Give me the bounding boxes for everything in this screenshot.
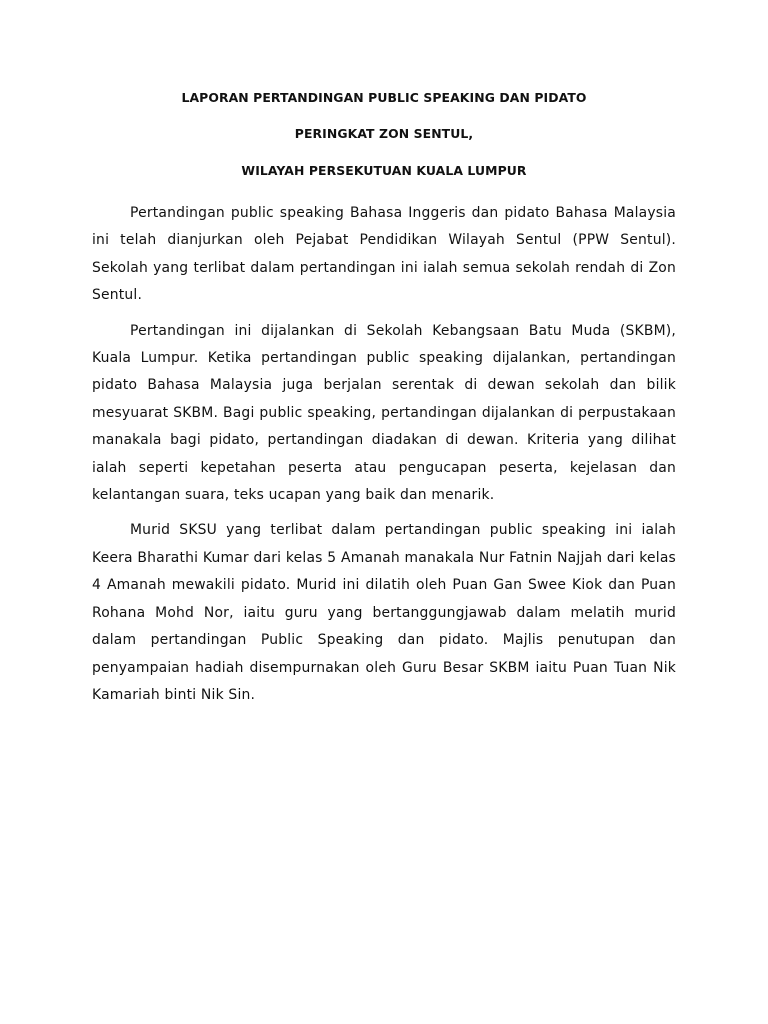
paragraph-venue: Pertandingan ini dijalankan di Sekolah Kebangsaan Batu Muda (SKBM), Kuala Lumpur. Ketika pertandingan public speaking dijalankan, pertandingan pidato Bahasa Malaysia juga berjalan serentak di dewan sekolah dan bilik mesyuarat SKBM. Bagi public speaking, pertandingan dijalankan di perpustakaan manakala bagi pidato, pertandingan diadakan di dewan. Kriteria yang dilihat ialah seperti kepetahan peserta atau pengucapan peserta, kejelasan dan kelantangan suara, teks ucapan yang baik dan menarik. bbox=[92, 322, 676, 504]
paragraph-intro: Pertandingan public speaking Bahasa Inggeris dan pidato Bahasa Malaysia ini telah dianjurkan oleh Pejabat Pendidikan Wilayah Sentul (PPW Sentul). Sekolah yang terlibat dalam pertandingan ini ialah semua sekolah rendah di Zon Sentul. bbox=[92, 205, 676, 304]
paragraph-participants: Murid SKSU yang terlibat dalam pertandingan public speaking ini ialah Keera Bharathi Kumar dari kelas 5 Amanah manakala Nur Fatnin Najjah dari kelas 4 Amanah mewakili pidato. Murid ini dilatih oleh Puan Gan Swee Kiok dan Puan Rohana Mohd Nor, iaitu guru yang bertanggungjawab dalam melatih murid dalam pertandingan Public Speaking dan pidato. Majlis penutupan dan penyampaian hadiah disempurnakan oleh Guru Besar SKBM iaitu Puan Tuan Nik Kamariah binti Nik Sin. bbox=[92, 522, 676, 703]
document-heading bbox=[92, 90, 676, 179]
document-subtitle-zone: PERINGKAT ZON SENTUL, bbox=[294, 126, 474, 141]
document-title: LAPORAN PERTANDINGAN PUBLIC SPEAKING DAN PIDATO bbox=[181, 90, 587, 105]
document-body bbox=[92, 200, 676, 717]
document-subtitle-region: WILAYAH PERSEKUTUAN KUALA LUMPUR bbox=[241, 163, 527, 178]
